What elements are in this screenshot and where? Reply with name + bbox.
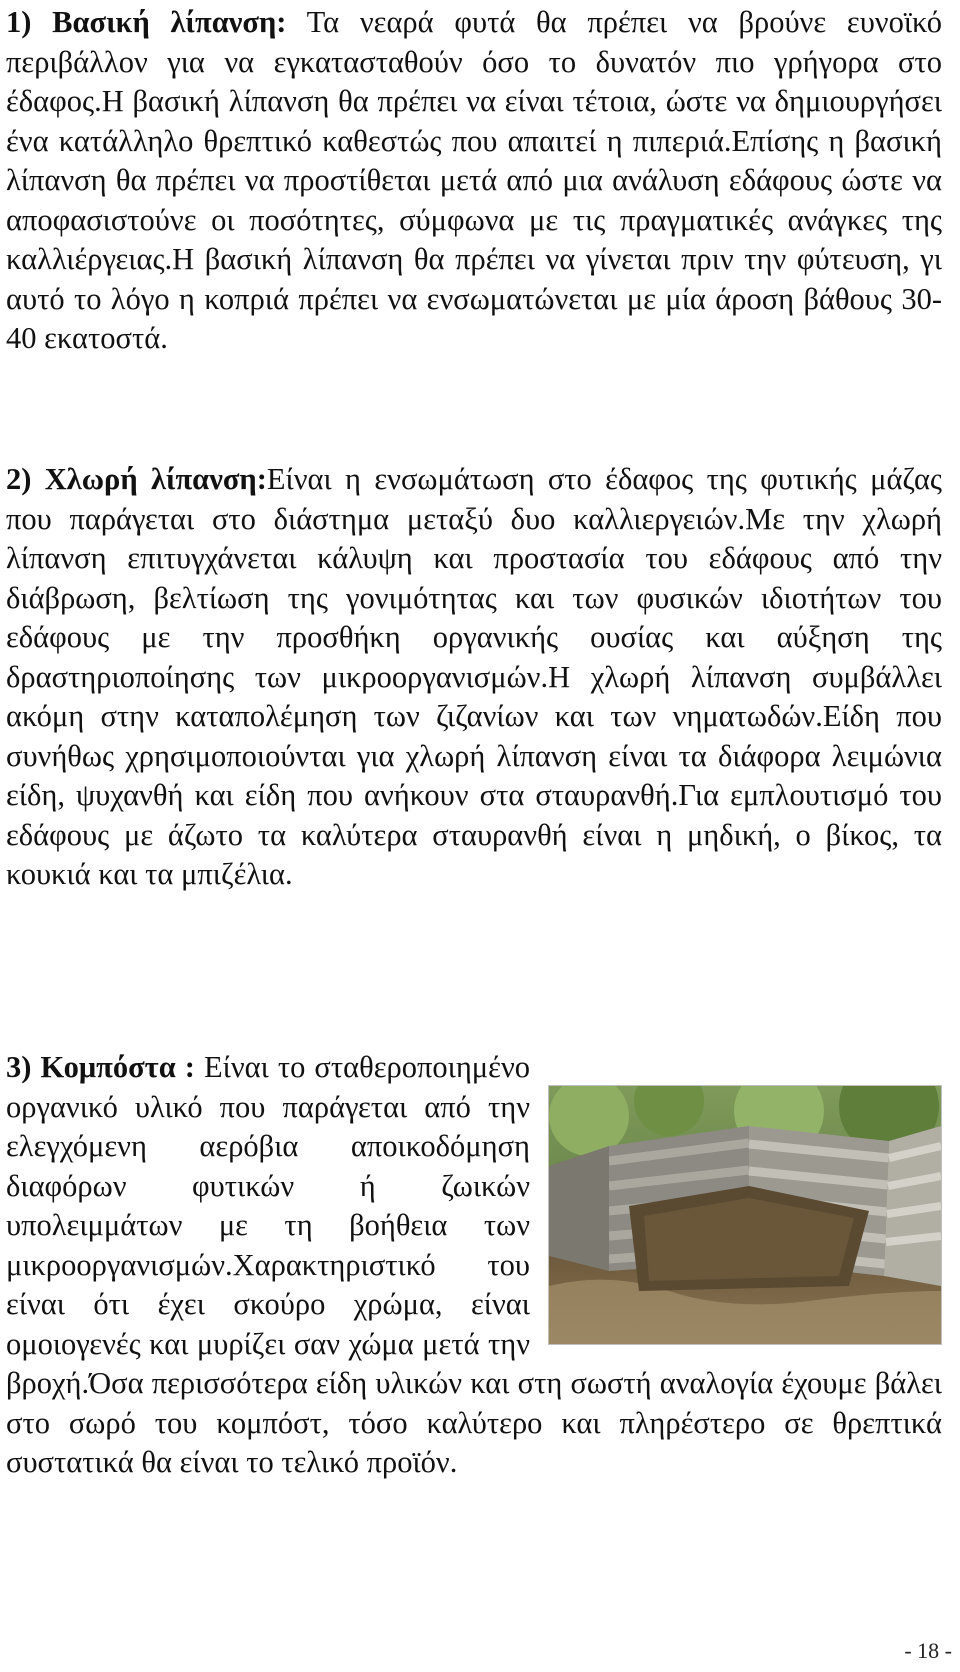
- compost-bin-photo: [548, 1085, 942, 1345]
- text-basic-fertilization: Τα νεαρά φυτά θα πρέπει να βρούνε ευνοϊκό περιβάλλον για να εγκατασταθούν όσο το δυνατόν πιο γρήγορα στο έδαφος.Η βασική λίπανση θα πρέπει να είναι τέτοια, ώστε να δημιουργήσει ένα κατάλληλο θρεπτικό καθεστώς που απαιτεί η πιπεριά.Επίσης η βασική λίπανση θα πρέπει να προστίθεται μετά από μια ανάλυση εδάφους ώστε να αποφασιστούνε οι ποσότητες, σύμφωνα με τις πραγματικές ανάγκες της καλλιέργειας.Η βασική λίπανση θα πρέπει να γίνεται πριν την φύτευση, γι αυτό το λόγο η κοπριά πρέπει να ενσωματώνεται με μία άροση βάθους 30-40 εκατοστά.: [6, 5, 943, 355]
- paragraph-basic-fertilization: [6, 3, 942, 359]
- text-green-manure: Είναι η ενσωμάτωση στο έδαφος της φυτικής μάζας που παράγεται στο διάστημα μεταξύ δυο καλλιεργειών.Με την χλωρή λίπανση επιτυγχάνεται κάλυψη και προστασία του εδάφους από την διάβρωση, βελτίωση της γονιμότητας και των φυσικών ιδιοτήτων του εδάφους με την προσθήκη οργανικής ουσίας και αύξηση της δραστηριοποίησης των μικροοργανισμών.Η χλωρή λίπανση συμβάλλει ακόμη στην καταπολέμηση των ζιζανίων και των νηματωδών.Είδη που συνήθως χρησιμοποιούνται για χλωρή λίπανση είναι τα διάφορα λειμώνια είδη, ψυχανθή και είδη που ανήκουν στα σταυρανθή.Για εμπλουτισμό του εδάφους με άζωτο τα καλύτερα σταυρανθή είναι η μηδική, ο βίκος, τα κουκιά και τα μπιζέλια.: [6, 462, 943, 891]
- paragraph-compost: [6, 1048, 942, 1483]
- paragraph-green-manure: [6, 460, 942, 895]
- heading-green-manure: 2) Χλωρή λίπανση:: [6, 462, 267, 496]
- heading-basic-fertilization: 1) Βασική λίπανση:: [6, 5, 287, 39]
- page-number: - 18 -: [904, 1638, 952, 1663]
- heading-compost: 3) Κομπόστα :: [6, 1050, 195, 1084]
- text-compost: Είναι το σταθεροποιημένο οργανικό υλικό που παράγεται από την ελεγχόμενη αερόβια αποικοδόμηση διαφόρων φυτικών ή ζωικών υπολειμμάτων με τη βοήθεια των μικροοργανισμών.Χαρακτηριστικό του είναι ότι έχει σκούρο χρώμα, είναι ομοιογενές και μυρίζει σαν χώμα μετά την βροχή.Όσα περισσότερα είδη υλικών και στη σωστή αναλογία έχουμε βάλει στο σωρό του κομπόστ, τόσο καλύτερο και πληρέστερο σε θρεπτικά συστατικά θα είναι το τελικό προϊόν.: [6, 1050, 942, 1479]
